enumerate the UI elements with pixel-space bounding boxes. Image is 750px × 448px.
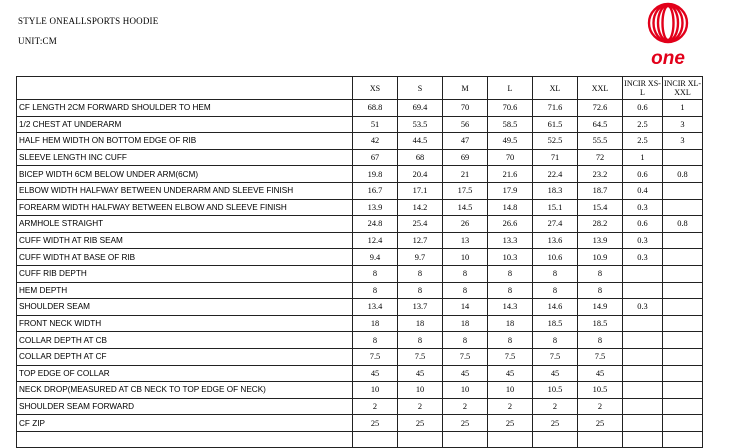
measurement-label: CF LENGTH 2CM FORWARD SHOULDER TO HEM: [17, 100, 353, 117]
measurement-value: 13.9: [353, 199, 398, 216]
measurement-value: 8: [488, 282, 533, 299]
measurement-value: 0.3: [623, 232, 663, 249]
measurement-value: 13.7: [398, 299, 443, 316]
measurement-value: [623, 265, 663, 282]
measurement-value: 70: [443, 100, 488, 117]
measurement-value: 0.4: [623, 182, 663, 199]
measurement-value: 52.5: [533, 133, 578, 150]
measurement-value: 8: [488, 332, 533, 349]
measurement-value: 0.8: [663, 166, 703, 183]
measurement-value: 25.4: [398, 216, 443, 233]
table-row: [17, 265, 703, 282]
table-header-row: [17, 77, 703, 100]
measurement-value: 45: [578, 365, 623, 382]
measurement-value: 1: [623, 149, 663, 166]
measurement-label: [17, 431, 353, 448]
measurement-value: 2: [398, 398, 443, 415]
measurement-value: 2: [443, 398, 488, 415]
measurement-value: 44.5: [398, 133, 443, 150]
measurement-label: TOP EDGE OF COLLAR: [17, 365, 353, 382]
measurement-value: 18.3: [533, 182, 578, 199]
table-row: [17, 315, 703, 332]
measurement-value: [623, 315, 663, 332]
measurement-value: [578, 431, 623, 448]
measurement-value: [623, 415, 663, 432]
measurement-value: 10.5: [578, 382, 623, 399]
measurement-value: [623, 398, 663, 415]
measurement-value: 7.5: [533, 348, 578, 365]
measurement-value: 15.4: [578, 199, 623, 216]
measurement-value: 25: [578, 415, 623, 432]
measurement-label: ARMHOLE STRAIGHT: [17, 216, 353, 233]
measurement-value: 69: [443, 149, 488, 166]
table-row: [17, 166, 703, 183]
measurement-value: [623, 332, 663, 349]
measurement-value: 47: [443, 133, 488, 150]
measurement-value: 58.5: [488, 116, 533, 133]
measurement-value: 13: [443, 232, 488, 249]
measurement-value: 2: [353, 398, 398, 415]
table-row: [17, 100, 703, 117]
measurement-value: 14.2: [398, 199, 443, 216]
measurement-value: [663, 348, 703, 365]
measurement-value: 45: [443, 365, 488, 382]
measurement-value: 18: [488, 315, 533, 332]
measurement-value: 14: [443, 299, 488, 316]
measurement-value: 70.6: [488, 100, 533, 117]
measurement-value: 0.3: [623, 199, 663, 216]
measurement-value: 13.3: [488, 232, 533, 249]
measurement-value: [623, 382, 663, 399]
measurement-value: [353, 431, 398, 448]
measurement-value: 45: [398, 365, 443, 382]
table-row: [17, 282, 703, 299]
table-row: [17, 382, 703, 399]
measurement-value: 21: [443, 166, 488, 183]
measurement-value: [533, 431, 578, 448]
measurement-value: 8: [443, 265, 488, 282]
measurement-value: 14.8: [488, 199, 533, 216]
measurement-value: 64.5: [578, 116, 623, 133]
measurement-value: 51: [353, 116, 398, 133]
table-row: [17, 216, 703, 233]
measurement-value: [623, 431, 663, 448]
measurement-value: 26: [443, 216, 488, 233]
table-row: [17, 232, 703, 249]
measurement-value: 10: [398, 382, 443, 399]
measurement-value: 10.9: [578, 249, 623, 266]
measurement-value: 12.4: [353, 232, 398, 249]
measurement-value: 2: [533, 398, 578, 415]
measurement-value: 28.2: [578, 216, 623, 233]
measurement-value: 22.4: [533, 166, 578, 183]
measurement-label: COLLAR DEPTH AT CF: [17, 348, 353, 365]
measurement-value: 2.5: [623, 133, 663, 150]
measurement-value: 18.7: [578, 182, 623, 199]
measurement-value: 25: [353, 415, 398, 432]
measurement-value: 8: [578, 282, 623, 299]
measurement-value: 24.8: [353, 216, 398, 233]
measurement-value: [663, 265, 703, 282]
measurement-value: 67: [353, 149, 398, 166]
measurement-value: 17.1: [398, 182, 443, 199]
measurement-value: [663, 232, 703, 249]
measurement-value: [488, 431, 533, 448]
measurement-value: 25: [398, 415, 443, 432]
measurement-value: 18: [398, 315, 443, 332]
measurement-value: 14.3: [488, 299, 533, 316]
measurement-value: [663, 382, 703, 399]
measurement-label: CF ZIP: [17, 415, 353, 432]
measurement-value: 56: [443, 116, 488, 133]
measurement-value: 25: [443, 415, 488, 432]
measurement-value: 13.4: [353, 299, 398, 316]
table-row: [17, 348, 703, 365]
measurement-value: 10: [488, 382, 533, 399]
measurement-value: 9.4: [353, 249, 398, 266]
style-title: STYLE ONEALLSPORTS HOODIE: [18, 16, 159, 26]
measurement-table: [16, 76, 703, 448]
measurement-value: 15.1: [533, 199, 578, 216]
measurement-label: CUFF RIB DEPTH: [17, 265, 353, 282]
measurement-value: 1: [663, 100, 703, 117]
measurement-value: 8: [353, 332, 398, 349]
measurement-value: 42: [353, 133, 398, 150]
measurement-value: [663, 182, 703, 199]
measurement-value: [443, 431, 488, 448]
column-header: L: [488, 77, 533, 100]
measurement-value: 2: [488, 398, 533, 415]
measurement-value: 10.3: [488, 249, 533, 266]
measurement-value: 18: [443, 315, 488, 332]
measurement-value: 14.5: [443, 199, 488, 216]
measurement-value: 45: [488, 365, 533, 382]
table-row: [17, 182, 703, 199]
measurement-value: 8: [353, 282, 398, 299]
measurement-value: 71: [533, 149, 578, 166]
measurement-label: HEM DEPTH: [17, 282, 353, 299]
measurement-value: [663, 332, 703, 349]
measurement-label: FRONT NECK WIDTH: [17, 315, 353, 332]
measurement-value: 49.5: [488, 133, 533, 150]
measurement-value: 7.5: [353, 348, 398, 365]
measurement-value: 16.7: [353, 182, 398, 199]
measurement-value: 3: [663, 133, 703, 150]
measurement-value: 72.6: [578, 100, 623, 117]
measurement-value: 0.6: [623, 100, 663, 117]
table-body: [17, 100, 703, 448]
measurement-value: 0.3: [623, 249, 663, 266]
measurement-value: 10: [443, 382, 488, 399]
header-description-cell: [17, 77, 353, 100]
measurement-value: [663, 149, 703, 166]
table-row: [17, 133, 703, 150]
measurement-value: 23.2: [578, 166, 623, 183]
measurement-value: [623, 348, 663, 365]
column-header: XS: [353, 77, 398, 100]
measurement-value: 8: [533, 282, 578, 299]
measurement-value: 10: [353, 382, 398, 399]
measurement-value: 8: [578, 332, 623, 349]
table-row: [17, 415, 703, 432]
measurement-value: 8: [398, 282, 443, 299]
measurement-value: 8: [533, 265, 578, 282]
column-header: M: [443, 77, 488, 100]
measurement-value: 55.5: [578, 133, 623, 150]
measurement-label: 1/2 CHEST AT UNDERARM: [17, 116, 353, 133]
measurement-value: 8: [533, 332, 578, 349]
table-row: [17, 116, 703, 133]
column-header: XL: [533, 77, 578, 100]
measurement-value: 45: [533, 365, 578, 382]
measurement-value: 19.8: [353, 166, 398, 183]
measurement-value: 72: [578, 149, 623, 166]
measurement-value: 27.4: [533, 216, 578, 233]
measurement-value: 68.8: [353, 100, 398, 117]
measurement-value: 10.6: [533, 249, 578, 266]
one-logo: [633, 2, 703, 68]
column-header: S: [398, 77, 443, 100]
column-header: INCIR XS-L: [623, 77, 663, 100]
measurement-value: 0.6: [623, 216, 663, 233]
logo-wordmark: one: [651, 48, 685, 68]
table-row: [17, 431, 703, 448]
measurement-value: 71.6: [533, 100, 578, 117]
table-row: [17, 149, 703, 166]
measurement-value: 18: [353, 315, 398, 332]
measurement-value: [663, 282, 703, 299]
measurement-label: SHOULDER SEAM: [17, 299, 353, 316]
measurement-value: 7.5: [488, 348, 533, 365]
measurement-value: [623, 365, 663, 382]
measurement-value: 2: [578, 398, 623, 415]
measurement-value: 2.5: [623, 116, 663, 133]
measurement-label: COLLAR DEPTH AT CB: [17, 332, 353, 349]
measurement-value: 21.6: [488, 166, 533, 183]
measurement-value: 9.7: [398, 249, 443, 266]
measurement-value: 8: [398, 265, 443, 282]
measurement-value: 12.7: [398, 232, 443, 249]
measurement-value: 7.5: [398, 348, 443, 365]
measurement-value: 7.5: [443, 348, 488, 365]
table-row: [17, 398, 703, 415]
measurement-value: 25: [533, 415, 578, 432]
measurement-value: 17.5: [443, 182, 488, 199]
measurement-value: 13.6: [533, 232, 578, 249]
measurement-value: 25: [488, 415, 533, 432]
measurement-value: 68: [398, 149, 443, 166]
measurement-label: BICEP WIDTH 6CM BELOW UNDER ARM(6CM): [17, 166, 353, 183]
measurement-value: [663, 365, 703, 382]
measurement-value: 8: [443, 282, 488, 299]
measurement-value: [398, 431, 443, 448]
measurement-value: [663, 431, 703, 448]
measurement-value: [663, 415, 703, 432]
table-row: [17, 249, 703, 266]
measurement-value: 3: [663, 116, 703, 133]
measurement-value: [623, 282, 663, 299]
measurement-value: [663, 299, 703, 316]
measurement-value: 26.6: [488, 216, 533, 233]
measurement-value: [663, 315, 703, 332]
measurement-value: 14.6: [533, 299, 578, 316]
measurement-label: SLEEVE LENGTH INC CUFF: [17, 149, 353, 166]
measurement-value: 13.9: [578, 232, 623, 249]
measurement-label: ELBOW WIDTH HALFWAY BETWEEN UNDERARM AND SLEEVE FINISH: [17, 182, 353, 199]
measurement-value: 14.9: [578, 299, 623, 316]
measurement-value: 7.5: [578, 348, 623, 365]
measurement-value: 8: [353, 265, 398, 282]
measurement-value: 20.4: [398, 166, 443, 183]
measurement-value: 17.9: [488, 182, 533, 199]
measurement-label: HALF HEM WIDTH ON BOTTOM EDGE OF RIB: [17, 133, 353, 150]
measurement-value: 0.6: [623, 166, 663, 183]
measurement-label: CUFF WIDTH AT RIB SEAM: [17, 232, 353, 249]
measurement-value: [663, 199, 703, 216]
measurement-value: 8: [398, 332, 443, 349]
measurement-value: [663, 398, 703, 415]
table-row: [17, 332, 703, 349]
measurement-value: 70: [488, 149, 533, 166]
column-header: INCIR XL-XXL: [663, 77, 703, 100]
table-row: [17, 199, 703, 216]
measurement-value: 18.5: [533, 315, 578, 332]
measurement-value: 0.3: [623, 299, 663, 316]
swirl-rings-icon: [649, 4, 687, 42]
measurement-label: SHOULDER SEAM FORWARD: [17, 398, 353, 415]
measurement-value: 8: [578, 265, 623, 282]
measurement-value: 10.5: [533, 382, 578, 399]
measurement-value: 8: [488, 265, 533, 282]
measurement-value: [663, 249, 703, 266]
measurement-value: 0.8: [663, 216, 703, 233]
measurement-label: CUFF WIDTH AT BASE OF RIB: [17, 249, 353, 266]
measurement-value: 61.5: [533, 116, 578, 133]
measurement-value: 18.5: [578, 315, 623, 332]
measurement-value: 53.5: [398, 116, 443, 133]
table-row: [17, 365, 703, 382]
measurement-label: FOREARM WIDTH HALFWAY BETWEEN ELBOW AND SLEEVE FINISH: [17, 199, 353, 216]
measurement-value: 69.4: [398, 100, 443, 117]
table-row: [17, 299, 703, 316]
measurement-label: NECK DROP(MEASURED AT CB NECK TO TOP EDGE OF NECK): [17, 382, 353, 399]
measurement-value: 10: [443, 249, 488, 266]
measurement-value: 8: [443, 332, 488, 349]
measurement-value: 45: [353, 365, 398, 382]
unit-label: UNIT:CM: [18, 36, 57, 46]
column-header: XXL: [578, 77, 623, 100]
